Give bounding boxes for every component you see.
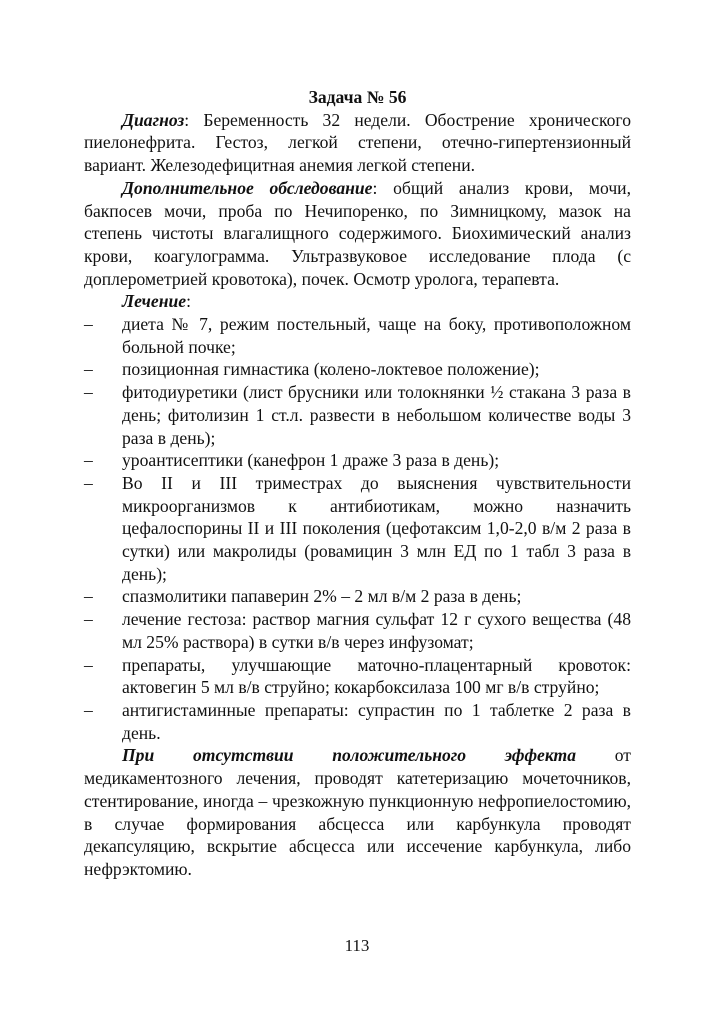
page-body (84, 86, 631, 881)
treatment-item (84, 449, 631, 472)
list-dash: – (84, 314, 93, 335)
treatment-item-text: лечение гестоза: раствор магния сульфат 12 г сухого вещества (48 мл 25% раствора) в сутки в/в через инфузомат; (122, 609, 631, 652)
treatment-item-text: Во II и III триместрах до выяснения чувствительности микроорганизмов к антибиотикам, можно назначить цефалоспорины II и III поколения (цефотаксим 1,0-2,0 в/м 2 раза в сутки) или макролиды (ровамицин 3 млн ЕД по 1 табл 3 раза в день); (122, 472, 631, 584)
list-dash: – (84, 359, 93, 380)
list-dash: – (84, 609, 93, 630)
list-dash: – (84, 472, 93, 493)
treatment-item-text: препараты, улучшающие маточно-плацентарный кровоток: актовегин 5 мл в/в струйно; кокарбоксилаза 100 мг в/в струйно; (122, 654, 631, 698)
list-dash: – (84, 450, 93, 471)
treatment-heading (84, 290, 631, 313)
treatment-item (84, 358, 631, 381)
treatment-item (84, 654, 631, 699)
list-dash: – (84, 382, 93, 403)
no-effect-paragraph (84, 744, 631, 880)
treatment-item (84, 699, 631, 744)
list-dash: – (84, 699, 93, 720)
treatment-item-text: позиционная гимнастика (колено-локтевое положение); (122, 359, 540, 380)
treatment-label: Лечение (122, 291, 187, 312)
examination-text: : общий анализ крови, мочи, бакпосев мочи, проба по Нечипоренко, по Зимницкому, мазок на степень чистоты влагалищного содержимого. Биохимический анализ крови, коагулограмма. Ультразвуковое исследование плода (с доплерометрией кровотока), почек. Осмотр уролога, терапевта. (84, 177, 632, 289)
treatment-item-text: уроантисептики (канефрон 1 драже 3 раза в день); (122, 450, 500, 471)
task-title: Задача № 56 (308, 87, 407, 107)
treatment-item (84, 585, 631, 608)
treatment-colon: : (186, 291, 191, 312)
treatment-item (84, 381, 631, 449)
treatment-item (84, 608, 631, 653)
diagnosis-label: Диагноз (122, 109, 185, 130)
treatment-item (84, 472, 631, 586)
page-number: 113 (344, 936, 370, 955)
no-effect-text: от медикаментозного лечения, проводят катетеризацию мочеточников, стентирование, иногда – чрезкожную пункционную нефропиелостомию, в случае формирования абсцесса или карбункула проводят декапсуляцию, вскрытие абсцесса или иссечение карбункула, либо нефрэктомию. (84, 745, 631, 879)
treatment-item-text: диета № 7, режим постельный, чаще на боку, противоположном больной почке; (122, 314, 631, 357)
diagnosis-paragraph (84, 109, 631, 177)
diagnosis-text: : Беременность 32 недели. Обострение хронического пиелонефрита. Гестоз, легкой степени, отечно-гипертензионный вариант. Железодефицитная анемия легкой степени. (84, 109, 631, 176)
no-effect-label: При отсутствии положительного эффекта (122, 745, 577, 766)
examination-paragraph (84, 177, 631, 291)
treatment-item-text: антигистаминные препараты: супрастин по 1 таблетке 2 раза в день. (122, 699, 631, 743)
treatment-item-text: фитодиуретики (лист брусники или толокнянки ½ стакана 3 раза в день; фитолизин 1 ст.л. развести в небольшом количестве воды 3 раза в день); (122, 382, 631, 448)
treatment-list (84, 313, 631, 744)
treatment-item-text: спазмолитики папаверин 2% – 2 мл в/м 2 раза в день; (122, 586, 522, 607)
list-dash: – (84, 586, 93, 607)
list-dash: – (84, 654, 93, 675)
treatment-item (84, 313, 631, 358)
examination-label: Дополнительное обследование (122, 177, 373, 198)
